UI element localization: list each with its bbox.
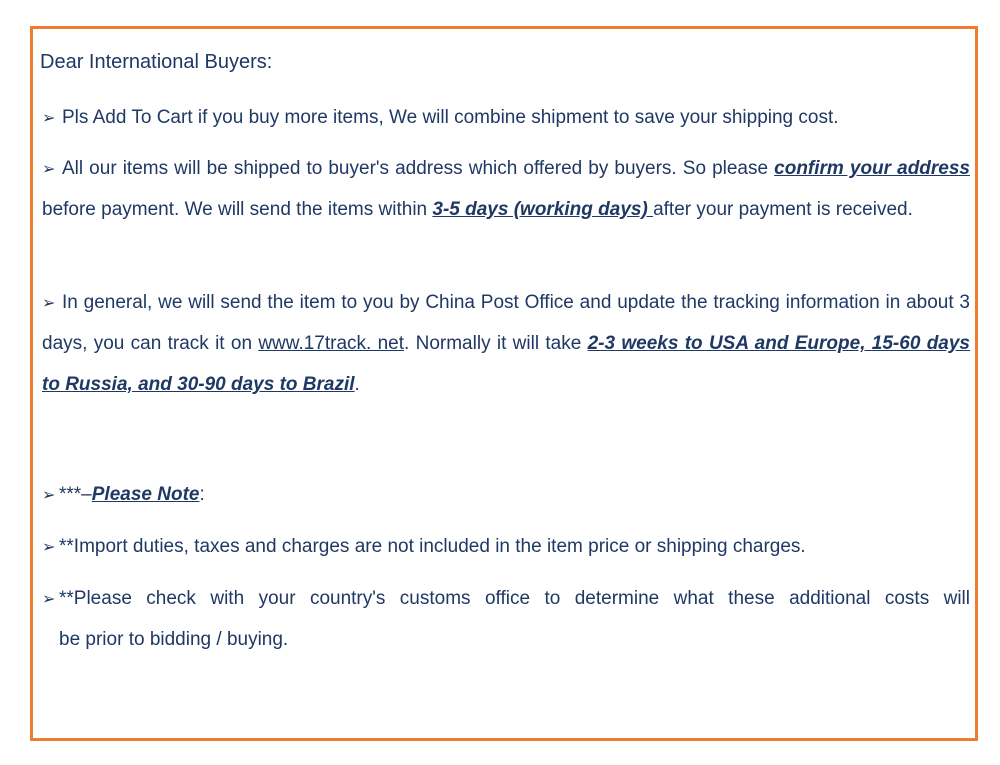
bullet-customs-check [42, 578, 970, 660]
arrow-bullet-icon: ➢ [42, 108, 56, 127]
tracking-link[interactable]: www.17track. net [258, 333, 405, 354]
arrow-bullet-icon: ➢ [42, 159, 56, 178]
customs-check-line-1 [42, 578, 970, 619]
bullet-please-note [42, 474, 970, 515]
please-note-prefix: ***– [59, 484, 92, 505]
please-note-label: Please Note [91, 484, 200, 505]
working-days-emphasis: 3-5 days (working days) [432, 199, 654, 220]
customs-check-text-1: **Please check with your country's customs office to determine what these additional costs will [59, 588, 970, 609]
bullet-add-to-cart [42, 97, 970, 138]
shipping-method-text-3: . [354, 374, 360, 395]
shipping-address-text-2: before payment. We will send the items within [42, 199, 433, 220]
delivery-times-emphasis: 2-3 weeks to USA and Europe, 15-60 days to Russia, and 30-90 days to Brazil [42, 333, 970, 395]
arrow-bullet-icon: ➢ [42, 537, 56, 556]
shipping-method-text-1: In general, we will send the item to you by China Post Office and update the tracking information in about 3 days, you can track it on [42, 292, 970, 354]
bullet-shipping-address [42, 148, 970, 230]
confirm-address-emphasis: confirm your address [774, 158, 970, 179]
shipping-address-text-1: All our items will be shipped to buyer's address which offered by buyers. So please [62, 158, 775, 179]
arrow-bullet-icon: ➢ [42, 293, 56, 312]
shipping-method-text-2: . Normally it will take [404, 333, 588, 354]
please-note-suffix: : [199, 484, 205, 505]
arrow-bullet-icon: ➢ [42, 589, 56, 608]
bullet-import-duties [42, 526, 970, 567]
shipping-address-text-3: after your payment is received. [653, 199, 913, 220]
customs-check-text-2: be prior to bidding / buying. [59, 629, 289, 650]
add-to-cart-text: Pls Add To Cart if you buy more items, We will combine shipment to save your shipping cost. [62, 107, 839, 128]
bullet-shipping-method [42, 282, 970, 405]
greeting-heading: Dear International Buyers: [40, 51, 273, 73]
arrow-bullet-icon: ➢ [42, 485, 56, 504]
import-duties-text: **Import duties, taxes and charges are not included in the item price or shipping charges. [59, 536, 806, 557]
